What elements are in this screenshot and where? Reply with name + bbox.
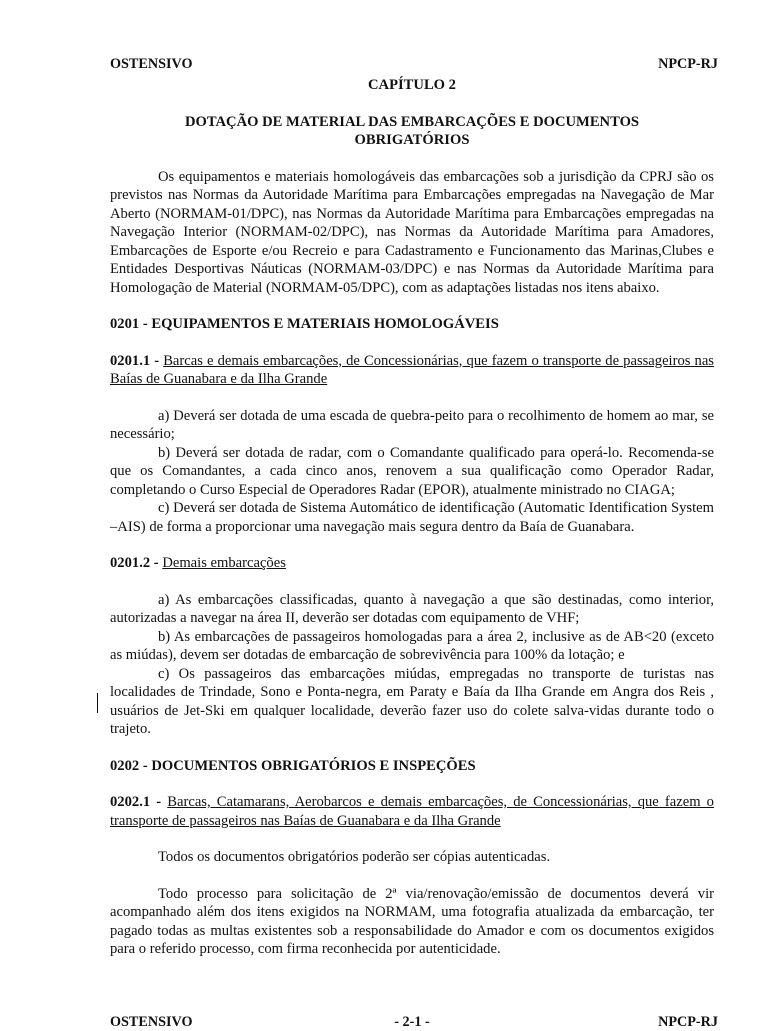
header-right: NPCP-RJ xyxy=(658,56,718,72)
footer-left: OSTENSIVO xyxy=(110,1014,193,1030)
chapter-title: CAPÍTULO 2 xyxy=(368,77,456,93)
revision-bar xyxy=(97,693,98,713)
item-number: 0201.1 - xyxy=(110,352,160,369)
item-title: Demais embarcações xyxy=(162,555,286,571)
document-body xyxy=(110,56,714,959)
item-0201-1-b: b) Deverá ser dotada de radar, com o Comandante qualificado para operá-lo. Recomenda-se que os Comandantes, a cada cinco anos, renovem a sua qualificação como Operador Radar, completando o Curso Especial de Operadores Radar (EPOR), atualmente ministrado no CIAGA; xyxy=(110,444,714,498)
heading-0202: 0202 - DOCUMENTOS OBRIGATÓRIOS E INSPEÇÕES xyxy=(110,757,476,774)
item-0202-1-title xyxy=(110,793,714,830)
item-0201-2-b: b) As embarcações de passageiros homologadas para a área 2, inclusive as de AB<20 (exceto as miúdas), devem ser dotadas de embarcação de sobrevivência para 100% da lotação; e xyxy=(110,628,714,663)
item-0201-1-title xyxy=(110,352,714,389)
section-title: DOTAÇÃO DE MATERIAL DAS EMBARCAÇÕES E DOCUMENTOS OBRIGATÓRIOS xyxy=(184,113,640,148)
page-number: - 2-1 - xyxy=(394,1014,430,1030)
item-number: 0201.2 - xyxy=(110,555,159,571)
item-0201-1-a: a) Deverá ser dotada de uma escada de quebra-peito para o recolhimento de homem ao mar, se necessário; xyxy=(110,407,714,442)
item-0201-1-c: c) Deverá ser dotada de Sistema Automático de identificação (Automatic Identification System –AIS) de forma a proporcionar uma navegação mais segura dentro da Baía de Guanabara. xyxy=(110,500,714,535)
item-title: Barcas e demais embarcações, de Concessionárias, que fazem o transporte de passageiros nas Baías de Guanabara e da Ilha Grande xyxy=(110,352,714,387)
item-0201-2-a: a) As embarcações classificadas, quanto à navegação a que são destinadas, como interior, autorizadas a navegar na área II, deverão ser dotadas com equipamento de VHF; xyxy=(110,591,714,626)
item-number: 0202.1 - xyxy=(110,794,162,810)
footer-right: NPCP-RJ xyxy=(658,1014,718,1030)
item-0201-2-c: c) Os passageiros das embarcações miúdas, empregadas no transporte de turistas nas localidades de Trindade, Sono e Ponta-negra, em Paraty e Baía da Ilha Grande em Angra dos Reis , usuários de Jet-Ski em qualquer localidade, deverão fazer uso do colete salva-vidas durante todo o trajeto. xyxy=(110,665,714,737)
item-0202-1-p1: Todos os documentos obrigatórios poderão ser cópias autenticadas. xyxy=(158,849,551,865)
item-0202-1-p2: Todo processo para solicitação de 2ª via/renovação/emissão de documentos deverá vir acompanhado além dos itens exigidos na NORMAM, uma fotografia atualizada da embarcação, ter pagado todas as multas existentes sob a responsabilidade do Amador e com os documentos exigidos para o referido processo, com firma reconhecida por autenticidade. xyxy=(110,885,714,957)
item-0201-2-title xyxy=(110,554,714,573)
intro-paragraph: Os equipamentos e materiais homologáveis das embarcações sob a jurisdição da CPRJ são os previstos nas Normas da Autoridade Marítima para Embarcações empregadas na Navegação de Mar Aberto (NORMAM-01/DPC), nas Normas da Autoridade Marítima para Embarcações empregadas na Navegação Interior (NORMAM-02/DPC), nas Normas da Autoridade Marítima para Amadores, Embarcações de Esporte e/ou Recreio e para Cadastramento e Funcionamento das Marinas,Clubes e Entidades Desportivas Náuticas (NORMAM-03/DPC) e nas Normas da Autoridade Marítima para Homologação de Material (NORMAM-05/DPC), com as adaptações listadas nos itens abaixo. xyxy=(110,168,714,296)
heading-0201: 0201 - EQUIPAMENTOS E MATERIAIS HOMOLOGÁVEIS xyxy=(110,316,499,332)
header-left: OSTENSIVO xyxy=(110,56,193,72)
item-title: Barcas, Catamarans, Aerobarcos e demais embarcações, de Concessionárias, que fazem o transporte de passageiros nas Baías de Guanabara e da Ilha Grande xyxy=(110,794,714,829)
